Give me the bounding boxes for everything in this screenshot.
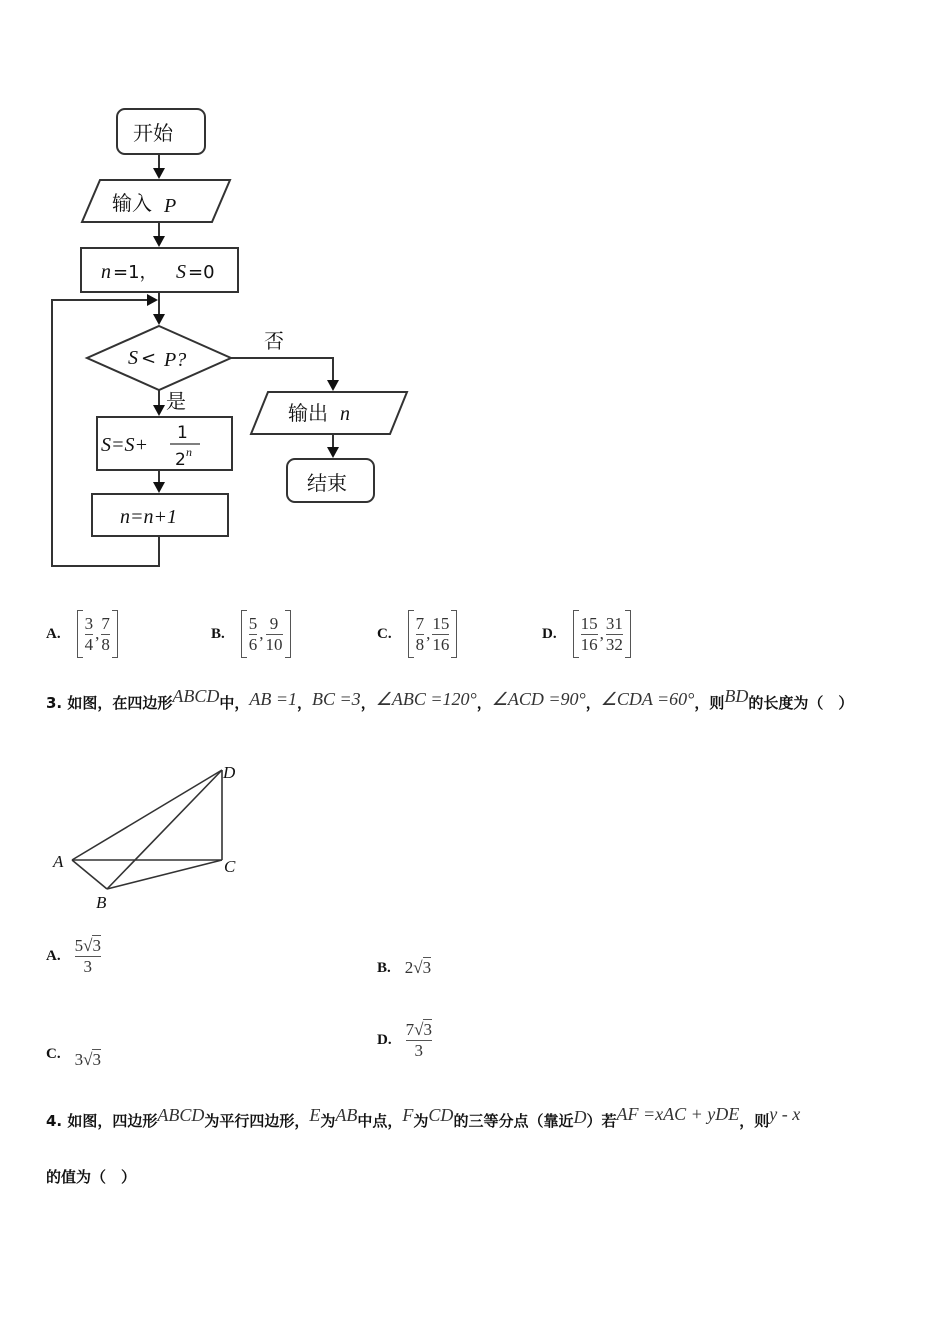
- q3-bd: BD: [724, 686, 749, 706]
- numerator: 7: [101, 613, 110, 633]
- denominator: 16: [432, 634, 450, 654]
- numerator: 3: [84, 613, 94, 633]
- denominator: 3: [414, 1041, 424, 1060]
- denominator: 8: [415, 634, 425, 654]
- point-c-label: C: [224, 857, 236, 876]
- numerator: 15: [432, 613, 450, 633]
- fc-update-s: S=S+: [101, 434, 148, 456]
- close-bracket: [451, 610, 457, 658]
- close-bracket: [285, 610, 291, 658]
- fraction: [85, 614, 94, 655]
- fc-frac-num: 1: [177, 423, 188, 443]
- q4-cd: CD: [428, 1105, 454, 1125]
- q4-d: D: [573, 1107, 587, 1127]
- q3-option-c[interactable]: [46, 1044, 101, 1069]
- q3-bc: BC =3: [312, 689, 361, 709]
- condition-diamond: [87, 326, 231, 390]
- radicand: 3: [423, 1020, 432, 1039]
- q4-number: 4. 如图，四边形: [46, 1112, 158, 1130]
- denominator: 16: [580, 634, 598, 654]
- q3-cda: ∠CDA =60°: [600, 689, 695, 709]
- fc-frac-den: 2: [175, 450, 186, 470]
- answer-value: 2√3: [404, 958, 432, 977]
- q4-ab: AB: [335, 1105, 358, 1125]
- fraction: [432, 614, 449, 655]
- q2-option-b[interactable]: B. $\frac{5}{6}$ , $\frac{9}{10}$: [211, 610, 291, 658]
- denominator: 8: [101, 634, 110, 654]
- q4-text: 的三等分点（靠近: [453, 1112, 574, 1130]
- q3-figure: [40, 755, 260, 925]
- fc-init-s-val: =0: [188, 262, 215, 283]
- numerator: 9: [269, 613, 279, 633]
- numerator: 7: [415, 613, 425, 633]
- point-b-label: B: [96, 893, 107, 912]
- fc-start-label: 开始: [133, 121, 173, 145]
- fraction: [606, 614, 623, 655]
- input-box: [82, 180, 230, 222]
- q3-option-d[interactable]: [377, 1020, 432, 1061]
- numerator: 31: [605, 613, 623, 633]
- q3-number: 3. 如图，在四边形: [46, 694, 173, 712]
- fc-cond-p: P?: [164, 349, 187, 371]
- fraction: [101, 614, 110, 655]
- open-bracket: [573, 610, 579, 658]
- fc-end-label: 结束: [307, 471, 347, 495]
- fraction: $\frac{7√3}{3}$: [405, 1020, 432, 1060]
- option-letter: B.: [377, 959, 391, 976]
- fraction: [416, 614, 425, 655]
- q4-text: 为: [413, 1112, 429, 1130]
- fc-output-var: n: [340, 403, 350, 425]
- option-letter: A.: [46, 948, 61, 964]
- denominator: 3: [83, 957, 93, 976]
- q3-zhong: 中，: [219, 694, 250, 712]
- q2-option-c[interactable]: C. $\frac{7}{8}$ , $\frac{15}{16}$: [377, 610, 457, 658]
- q3-abc: ∠ABC =120°: [375, 689, 477, 709]
- fc-init-s: S: [176, 261, 186, 283]
- q4-text: 为平行四边形，: [204, 1112, 310, 1130]
- q2-option-a[interactable]: A. $\frac{3}{4}$ , $\frac{7}{8}$: [46, 610, 118, 658]
- fc-output-label: 输出: [288, 401, 328, 425]
- fc-frac-exp: n: [186, 445, 192, 459]
- open-bracket: [77, 610, 83, 658]
- open-bracket: [408, 610, 414, 658]
- point-a-label: A: [53, 852, 64, 871]
- fc-init-n: n: [101, 261, 111, 283]
- q3-question: 3. 如图，在四边形ABCD中，AB =1，BC =3，∠ABC =120°，∠ACD =90°，∠CDA =60°，则BD的长度为（ ）: [46, 686, 854, 712]
- numerator: 15: [580, 613, 598, 633]
- fraction: [249, 614, 258, 655]
- radicand: 3: [92, 936, 101, 955]
- q4-f: F: [402, 1105, 414, 1125]
- q3-ab: AB =1: [249, 689, 298, 709]
- fc-init-n-val: =1，: [113, 262, 158, 283]
- fc-cond-mid: <: [141, 348, 157, 369]
- option-letter: D.: [377, 1032, 392, 1048]
- q4-text: ）若: [586, 1112, 617, 1130]
- q4-text: ，则: [739, 1112, 770, 1130]
- q3-acd: ∠ACD =90°: [491, 689, 586, 709]
- close-bracket: [112, 610, 118, 658]
- option-letter: D.: [542, 625, 557, 642]
- q3-quad: ABCD: [172, 686, 220, 706]
- output-box: [251, 392, 407, 434]
- q4-text: 为: [320, 1112, 336, 1130]
- q4-line2: 的值为（ ）: [46, 1168, 137, 1186]
- coefficient: 7: [405, 1020, 415, 1039]
- option-letter: C.: [46, 1045, 61, 1062]
- q4-equation: AF =xAC + yDE: [616, 1104, 740, 1124]
- q3-option-a[interactable]: [46, 936, 101, 977]
- fc-no-label: 否: [264, 329, 284, 353]
- q3-tail: 的长度为（ ）: [748, 694, 854, 712]
- q2-options: [46, 610, 926, 660]
- point-d-label: D: [223, 763, 236, 782]
- q3-ze: ，则: [694, 694, 725, 712]
- denominator: 4: [84, 634, 94, 654]
- option-letter: B.: [211, 625, 225, 642]
- close-bracket: [625, 610, 631, 658]
- fraction: [266, 614, 283, 655]
- q4-expr: y - x: [769, 1104, 801, 1124]
- option-letter: A.: [46, 625, 61, 642]
- fc-input-var: P: [164, 195, 177, 217]
- fc-cond-s: S: [128, 347, 138, 369]
- fraction: $\frac{5√3}{3}$: [74, 936, 101, 976]
- coefficient: 5: [74, 936, 84, 955]
- q4-quad: ABCD: [157, 1105, 205, 1125]
- fc-update-n: n=n+1: [120, 506, 177, 528]
- fraction: [581, 614, 598, 655]
- numerator: 5: [248, 613, 258, 633]
- flowchart: [0, 0, 950, 600]
- q4-text: 中点，: [357, 1112, 403, 1130]
- open-bracket: [241, 610, 247, 658]
- denominator: 32: [605, 634, 623, 654]
- q4-e: E: [309, 1105, 321, 1125]
- q3-option-b[interactable]: [377, 958, 431, 978]
- answer-value: 3√3: [74, 1050, 101, 1069]
- denominator: 10: [265, 634, 283, 654]
- q2-option-d[interactable]: D. $\frac{15}{16}$ , $\frac{31}{32}$: [542, 610, 631, 658]
- fc-input-label: 输入: [112, 191, 152, 215]
- q4-question: [46, 1104, 926, 1131]
- option-letter: C.: [377, 625, 392, 642]
- denominator: 6: [248, 634, 258, 654]
- fc-yes-label: 是: [166, 389, 186, 413]
